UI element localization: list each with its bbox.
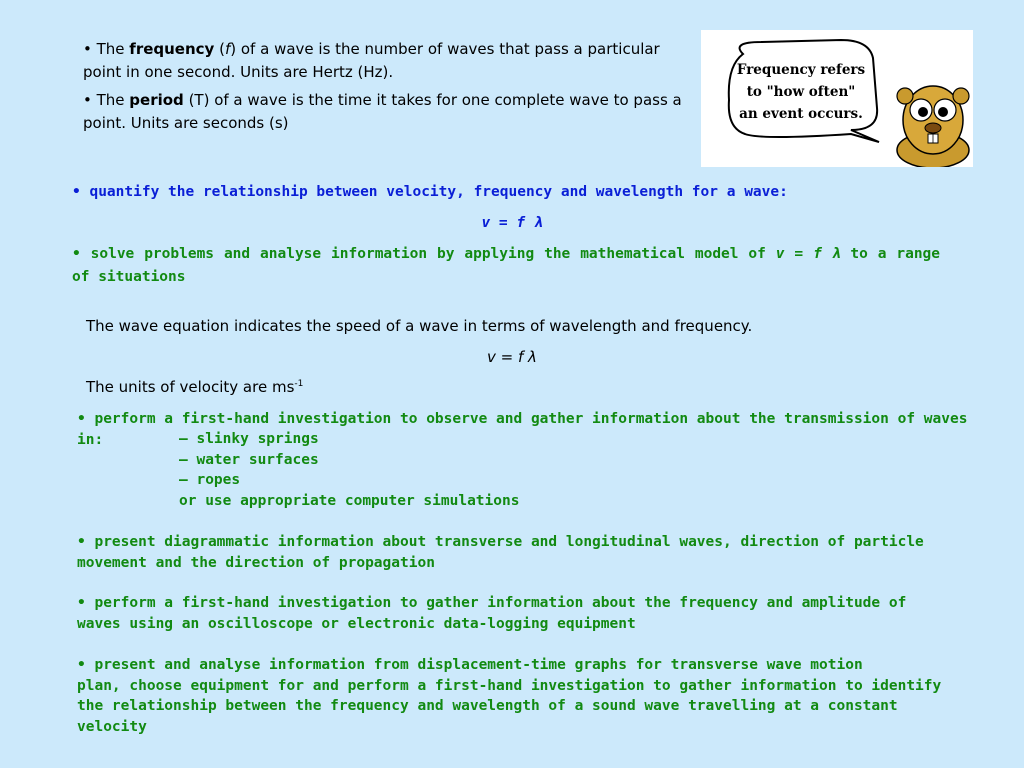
- syllabus-diagrammatic: • present diagrammatic information about transverse and longitudinal waves, direction of particle movement and the direction of propagation: [77, 534, 924, 571]
- syllabus-solve-problems: • solve problems and analyse information by applying the mathematical model of v = f λ to a range of situations: [72, 246, 941, 285]
- frequency-term: frequency: [129, 40, 215, 58]
- syllabus-transmission: • perform a first-hand investigation to observe and gather information about the transmission of waves in:: [77, 411, 968, 448]
- frequency-cartoon: [701, 30, 973, 167]
- velocity-units: The units of velocity are $ms^{-1}$: [86, 378, 304, 396]
- syllabus-sound-wave: plan, choose equipment for and perform a first-hand investigation to gather information to identify the relationship between the frequency and wavelength of a sound wave travelling at a constant velocity: [77, 677, 942, 735]
- list-item: or use appropriate computer simulations: [179, 492, 520, 509]
- syllabus-oscilloscope: • perform a first-hand investigation to gather information about the frequency and amplitude of waves using an oscilloscope or electronic data-logging equipment: [77, 595, 907, 632]
- syllabus-transmission-list: [179, 429, 779, 511]
- frequency-definition: • The frequency (f) of a wave is the number of waves that pass a particular point in one second. Units are Hertz (Hz).: [83, 40, 660, 81]
- period-definition: • The period (T) of a wave is the time it takes for one complete wave to pass a point. Units are seconds (s): [83, 91, 682, 132]
- wave-equation-3: v = f λ: [487, 348, 537, 366]
- period-term: period: [129, 91, 184, 109]
- syllabus-quantify: • quantify the relationship between velocity, frequency and wavelength for a wave:: [72, 184, 788, 200]
- list-item: – water surfaces: [179, 451, 319, 468]
- list-item: – slinky springs: [179, 431, 319, 447]
- beaver-character: [897, 86, 969, 167]
- frequency-symbol: f: [224, 40, 231, 58]
- list-item: – ropes: [179, 472, 241, 488]
- cartoon-text-2: to "how often": [746, 84, 856, 100]
- cartoon-text-3: an event occurs.: [739, 106, 863, 122]
- wave-equation-explanation: The wave equation indicates the speed of a wave in terms of wavelength and frequency.: [86, 317, 753, 335]
- syllabus-displacement-time: • present and analyse information from displacement-time graphs for transverse wave motion plan, choose equipment for and perform a first-hand investigation to gather information to identify the relationship between the frequency and wavelength of a sound wave travelling at a constant velocity: [77, 655, 977, 737]
- wave-equation-2: v = f λ: [775, 246, 841, 262]
- cartoon-text-1: Frequency refers: [736, 62, 866, 78]
- wave-equation-1: v = f λ: [481, 215, 543, 231]
